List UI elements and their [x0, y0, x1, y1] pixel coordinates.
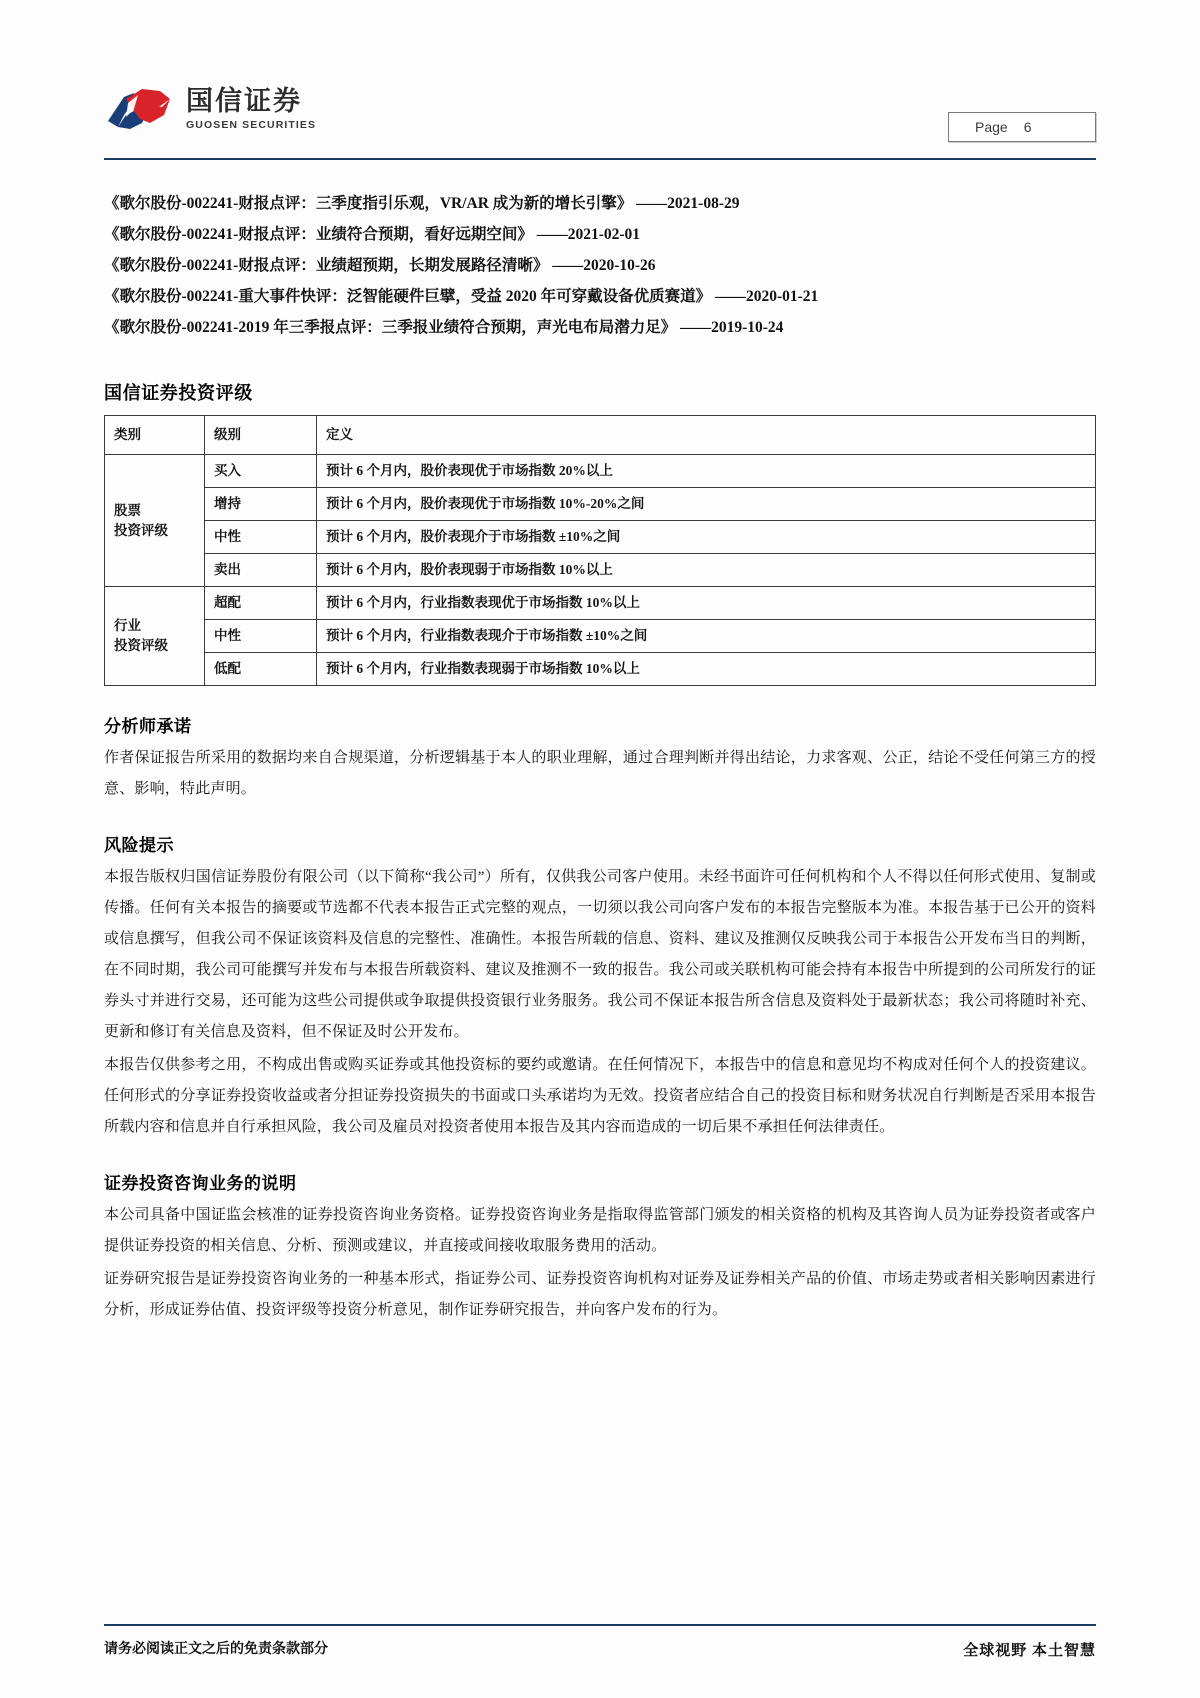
- definition-cell: 预计 6 个月内，股价表现优于市场指数 20%以上: [317, 455, 1096, 488]
- page-header: [0, 0, 1200, 160]
- table-row: [105, 521, 1096, 554]
- category-line-1: 行业: [114, 618, 141, 633]
- page-number-box: [948, 112, 1096, 142]
- list-item: 《歌尔股份-002241-财报点评：业绩超预期，长期发展路径清晰》 ——2020-10-26: [104, 257, 656, 274]
- table-header-row: [105, 416, 1096, 455]
- brand-logo-text: [186, 85, 317, 131]
- page-number-label: Page: [975, 119, 1008, 135]
- category-cell-stock: [105, 455, 205, 587]
- level-cell: 超配: [205, 587, 317, 620]
- table-row: [105, 587, 1096, 620]
- list-item: 《歌尔股份-002241-财报点评：业绩符合预期，看好远期空间》 ——2021-02-01: [104, 226, 641, 243]
- list-item: 《歌尔股份-002241-重大事件快评：泛智能硬件巨擘，受益 2020 年可穿戴设备优质赛道》 ——2020-01-21: [104, 288, 819, 305]
- brand-name-cn: 国信证券: [186, 85, 302, 116]
- footer-disclaimer-text: 请务必阅读正文之后的免责条款部分: [104, 1642, 328, 1657]
- advisory-notice-paragraph: 本公司具备中国证监会核准的证券投资咨询业务资格。证券投资咨询业务是指取得监管部门颁发的相关资格的机构及其咨询人员为证券投资者或客户提供证券投资的相关信息、分析、预测或建议，并直接或间接收取服务费用的活动。: [104, 1207, 1096, 1254]
- advisory-notice-title: 证券投资咨询业务的说明: [104, 1174, 297, 1193]
- category-line-2: 投资评级: [114, 522, 168, 538]
- rating-section-title: 国信证券投资评级: [104, 383, 253, 403]
- advisory-notice-paragraph: 证券研究报告是证券投资咨询业务的一种基本形式，指证券公司、证券投资咨询机构对证券及证券相关产品的价值、市场走势或者相关影响因素进行分析，形成证券估值、投资评级等投资分析意见，制作证券研究报告，并向客户发布的行为。: [104, 1271, 1096, 1318]
- category-cell-industry: [105, 587, 205, 686]
- table-row: [105, 455, 1096, 488]
- header-divider: [104, 158, 1096, 160]
- brand-logo: [104, 85, 316, 133]
- list-item: 《歌尔股份-002241-财报点评：三季度指引乐观，VR/AR 成为新的增长引擎》 ——2021-08-29: [104, 195, 740, 212]
- guosen-logo-icon: [104, 85, 176, 133]
- table-row: [105, 653, 1096, 686]
- definition-cell: 预计 6 个月内，行业指数表现优于市场指数 10%以上: [317, 587, 1096, 620]
- analyst-commitment-paragraph: 作者保证报告所采用的数据均来自合规渠道，分析逻辑基于本人的职业理解，通过合理判断并得出结论，力求客观、公正，结论不受任何第三方的授意、影响，特此声明。: [104, 750, 1096, 797]
- page-content: [104, 180, 1096, 1328]
- definition-cell: 预计 6 个月内，股价表现弱于市场指数 10%以上: [317, 554, 1096, 587]
- level-cell: 增持: [205, 488, 317, 521]
- level-cell: 中性: [205, 521, 317, 554]
- column-header-level: 级别: [205, 416, 317, 455]
- category-line-1: 股票: [114, 502, 141, 518]
- table-row: [105, 488, 1096, 521]
- definition-cell: 预计 6 个月内，股价表现介于市场指数 ±10%之间: [317, 521, 1096, 554]
- level-cell: 买入: [205, 455, 317, 488]
- list-item: 《歌尔股份-002241-2019 年三季报点评：三季报业绩符合预期，声光电布局潜力足》 ——2019-10-24: [104, 319, 784, 336]
- footer-divider: [104, 1624, 1096, 1626]
- risk-notice-paragraph: 本报告仅供参考之用，不构成出售或购买证券或其他投资标的要约或邀请。在任何情况下，本报告中的信息和意见均不构成对任何个人的投资建议。任何形式的分享证券投资收益或者分担证券投资损失的书面或口头承诺均为无效。投资者应结合自己的投资目标和财务状况自行判断是否采用本报告所载内容和信息并自行承担风险，我公司及雇员对投资者使用本报告及其内容而造成的一切后果不承担任何法律责任。: [104, 1057, 1096, 1135]
- level-cell: 低配: [205, 653, 317, 686]
- analyst-commitment-title: 分析师承诺: [104, 717, 192, 736]
- footer-slogan: 全球视野 本土智慧: [963, 1643, 1096, 1659]
- level-cell: 卖出: [205, 554, 317, 587]
- related-reports-list: [104, 188, 1096, 343]
- definition-cell: 预计 6 个月内，行业指数表现弱于市场指数 10%以上: [317, 653, 1096, 686]
- table-row: [105, 620, 1096, 653]
- risk-notice-paragraph: 本报告版权归国信证券股份有限公司（以下简称“我公司”）所有，仅供我公司客户使用。未经书面许可任何机构和个人不得以任何形式使用、复制或传播。任何有关本报告的摘要或节选都不代表本报告正式完整的观点，一切须以我公司向客户发布的本报告完整版本为准。本报告基于已公开的资料或信息撰写，但我公司不保证该资料及信息的完整性、准确性。本报告所载的信息、资料、建议及推测仅反映我公司于本报告公开发布当日的判断，在不同时期，我公司可能撰写并发布与本报告所载资料、建议及推测不一致的报告。我公司或关联机构可能会持有本报告中所提到的公司所发行的证券头寸并进行交易，还可能为这些公司提供或争取提供投资银行业务服务。我公司不保证本报告所含信息及资料处于最新状态；我公司将随时补充、更新和修订有关信息及资料，但不保证及时公开发布。: [104, 869, 1096, 1040]
- risk-notice-title: 风险提示: [104, 836, 174, 855]
- column-header-category: 类别: [105, 416, 205, 455]
- brand-name-en: GUOSEN SECURITIES: [186, 118, 317, 131]
- column-header-definition: 定义: [317, 416, 1096, 455]
- investment-rating-table: [104, 415, 1096, 686]
- definition-cell: 预计 6 个月内，行业指数表现介于市场指数 ±10%之间: [317, 620, 1096, 653]
- level-cell: 中性: [205, 620, 317, 653]
- table-row: [105, 554, 1096, 587]
- definition-cell: 预计 6 个月内，股价表现优于市场指数 10%-20%之间: [317, 488, 1096, 521]
- category-line-2: 投资评级: [114, 638, 168, 653]
- page-number-value: 6: [1023, 119, 1032, 135]
